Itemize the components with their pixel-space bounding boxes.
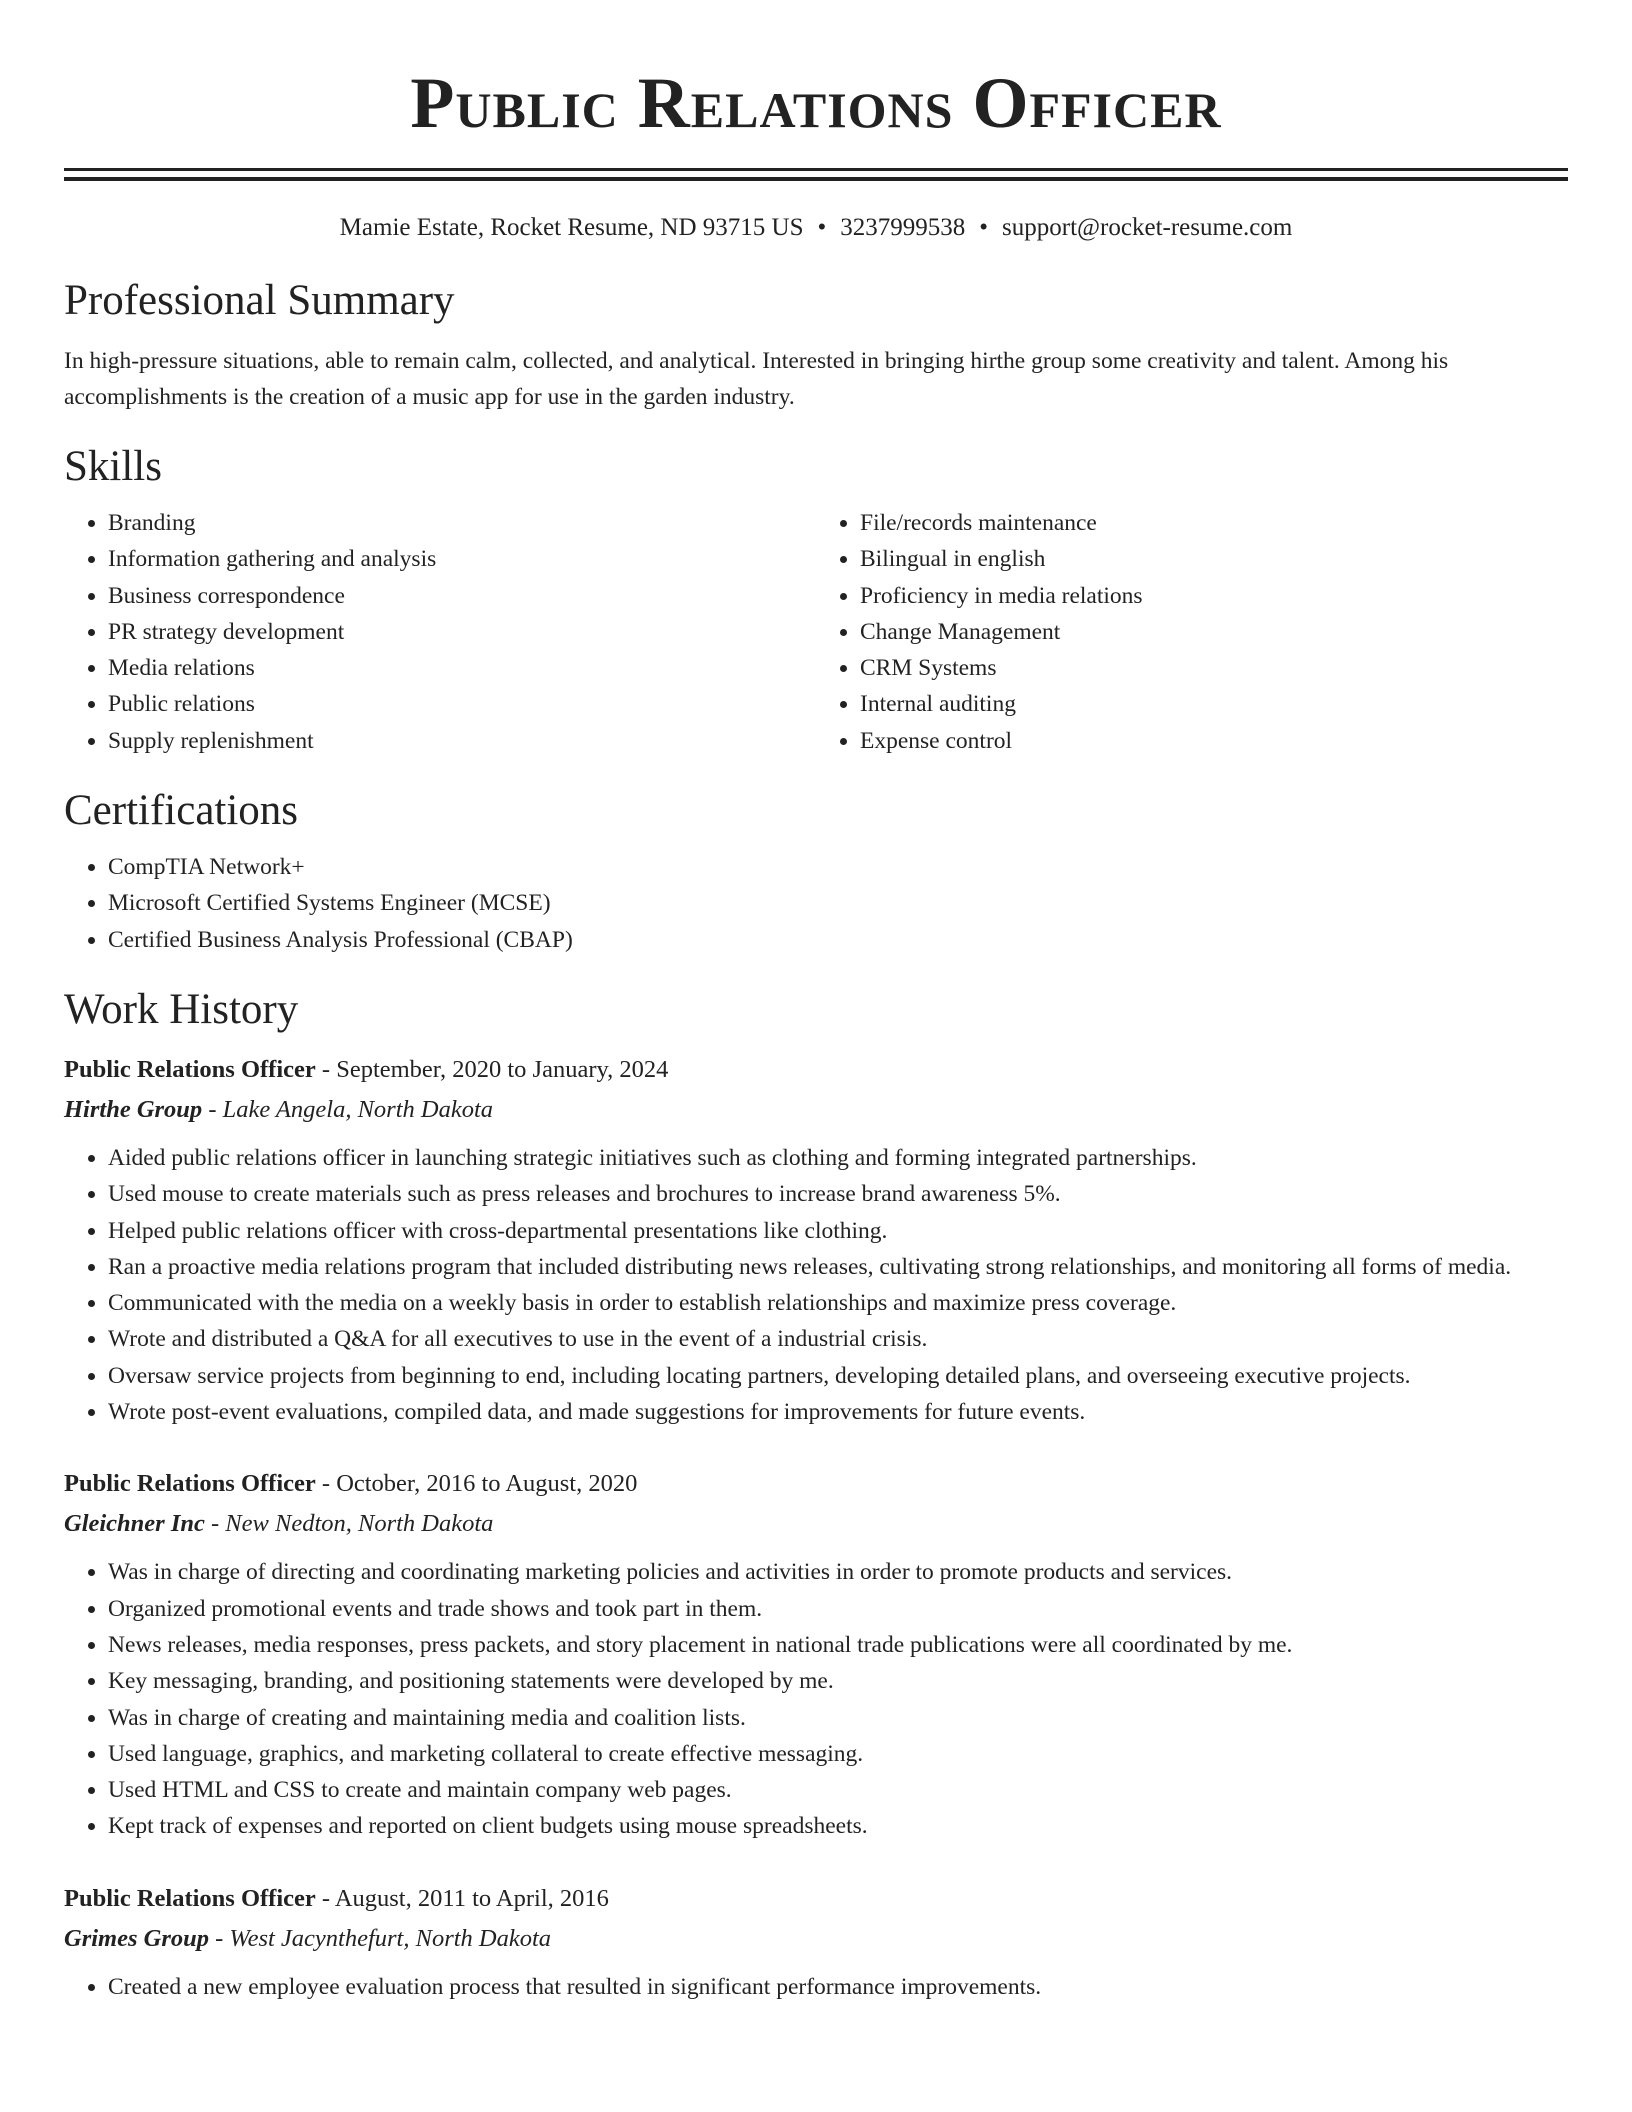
certification-item: • Certified Business Analysis Professional (CBAP) xyxy=(108,922,1568,958)
title-double-rule xyxy=(64,168,1568,181)
skill-item: • Proficiency in media relations xyxy=(860,578,1568,614)
job-bullet: • Kept track of expenses and reported on client budgets using mouse spreadsheets. xyxy=(108,1808,1568,1844)
skills-heading: Skills xyxy=(64,443,162,490)
resume-title: Public Relations Officer xyxy=(410,63,1222,143)
summary-text: In high-pressure situations, able to remain calm, collected, and analytical. Interested in bringing hirthe group some creativity and talent. Among his accomplishments is the creation of a music app for use in the garden industry. xyxy=(64,348,1449,410)
job-location: West Jacynthefurt, North Dakota xyxy=(229,1924,552,1952)
job-dash: - xyxy=(208,1924,230,1952)
job-bullets xyxy=(64,1554,1568,1844)
job-location: New Nedton, North Dakota xyxy=(225,1510,494,1538)
job-dates: October, 2016 to August, 2020 xyxy=(336,1470,638,1498)
certification-item: • CompTIA Network+ xyxy=(108,849,1568,885)
job-dash: - xyxy=(204,1510,226,1538)
certification-item: • Microsoft Certified Systems Engineer (MCSE) xyxy=(108,885,1568,921)
contact-separator: • xyxy=(979,214,989,241)
job-title: Public Relations Officer xyxy=(64,1884,316,1912)
work-history-heading: Work History xyxy=(64,985,299,1033)
job-company: Grimes Group xyxy=(64,1924,209,1952)
job-bullet: • Ran a proactive media relations program that included distributing news releases, cultivating strong relationships, and monitoring all forms of media. xyxy=(108,1249,1568,1285)
job-entry xyxy=(64,1050,1568,1430)
job-dash: - xyxy=(315,1470,337,1498)
skill-item: • Information gathering and analysis xyxy=(108,541,816,577)
skill-item: • PR strategy development xyxy=(108,614,816,650)
skills-list-right xyxy=(816,505,1568,759)
skill-item: • Public relations xyxy=(108,686,816,722)
job-bullet: • Was in charge of creating and maintaining media and coalition lists. xyxy=(108,1700,1568,1736)
job-entry xyxy=(64,1464,1568,1844)
job-bullets xyxy=(64,1140,1568,1430)
job-bullet: • Used mouse to create materials such as press releases and brochures to increase brand awareness 5%. xyxy=(108,1176,1568,1212)
contact-phone: 3237999538 xyxy=(840,214,966,241)
skills-columns xyxy=(64,505,1568,759)
job-title-line xyxy=(64,1879,1568,1919)
job-title: Public Relations Officer xyxy=(64,1470,316,1498)
job-company: Hirthe Group xyxy=(64,1095,203,1123)
job-title: Public Relations Officer xyxy=(64,1055,316,1083)
skill-item: • Media relations xyxy=(108,650,816,686)
job-bullet: • Key messaging, branding, and positioning statements were developed by me. xyxy=(108,1663,1568,1699)
job-company-line xyxy=(64,1504,1568,1544)
job-bullet: • Communicated with the media on a weekly basis in order to establish relationships and maximize press coverage. xyxy=(108,1285,1568,1321)
summary-heading: Professional Summary xyxy=(64,277,455,324)
job-bullet: • Was in charge of directing and coordinating marketing policies and activities in order to promote products and services. xyxy=(108,1554,1568,1590)
job-bullet: • Organized promotional events and trade shows and took part in them. xyxy=(108,1591,1568,1627)
job-location: Lake Angela, North Dakota xyxy=(222,1095,493,1123)
job-company: Gleichner Inc xyxy=(64,1510,205,1538)
job-dates: September, 2020 to January, 2024 xyxy=(336,1055,669,1083)
job-bullet: • Wrote post-event evaluations, compiled data, and made suggestions for improvements for future events. xyxy=(108,1394,1568,1430)
job-bullet: • News releases, media responses, press packets, and story placement in national trade publications were all coordinated by me. xyxy=(108,1627,1568,1663)
skill-item: • Bilingual in english xyxy=(860,541,1568,577)
skills-list-left xyxy=(64,505,816,759)
job-bullet: • Created a new employee evaluation process that resulted in significant performance improvements. xyxy=(108,1969,1568,2005)
skill-item: • Expense control xyxy=(860,723,1568,759)
contact-email: support@rocket-resume.com xyxy=(1002,214,1293,241)
job-company-line xyxy=(64,1090,1568,1130)
contact-separator: • xyxy=(817,214,827,241)
job-dates: August, 2011 to April, 2016 xyxy=(334,1884,609,1912)
contact-line xyxy=(64,211,1568,245)
job-company-line xyxy=(64,1919,1568,1959)
job-bullet: • Oversaw service projects from beginning to end, including locating partners, developing detailed plans, and overseeing executive projects. xyxy=(108,1358,1568,1394)
job-bullet: • Used language, graphics, and marketing collateral to create effective messaging. xyxy=(108,1736,1568,1772)
resume-page xyxy=(64,0,1568,2005)
skill-item: • Supply replenishment xyxy=(108,723,816,759)
job-dash: - xyxy=(202,1095,223,1123)
job-dash: - xyxy=(315,1055,337,1083)
job-bullet: • Helped public relations officer with cross-departmental presentations like clothing. xyxy=(108,1213,1568,1249)
skill-item: • File/records maintenance xyxy=(860,505,1568,541)
skill-item: • Internal auditing xyxy=(860,686,1568,722)
certifications-heading: Certifications xyxy=(64,787,299,835)
job-bullet: • Wrote and distributed a Q&A for all executives to use in the event of a industrial crisis. xyxy=(108,1321,1568,1357)
job-title-line xyxy=(64,1050,1568,1090)
job-entry xyxy=(64,1879,1568,2005)
certifications-list xyxy=(64,849,1568,958)
job-dash: - xyxy=(315,1884,335,1912)
job-title-line xyxy=(64,1464,1568,1504)
job-bullet: • Used HTML and CSS to create and maintain company web pages. xyxy=(108,1772,1568,1808)
skill-item: • CRM Systems xyxy=(860,650,1568,686)
job-bullet: • Aided public relations officer in launching strategic initiatives such as clothing and forming integrated partnerships. xyxy=(108,1140,1568,1176)
skill-item: • Branding xyxy=(108,505,816,541)
skill-item: • Change Management xyxy=(860,614,1568,650)
job-bullets xyxy=(64,1969,1568,2005)
skill-item: • Business correspondence xyxy=(108,578,816,614)
contact-address: Mamie Estate, Rocket Resume, ND 93715 US xyxy=(339,214,804,241)
